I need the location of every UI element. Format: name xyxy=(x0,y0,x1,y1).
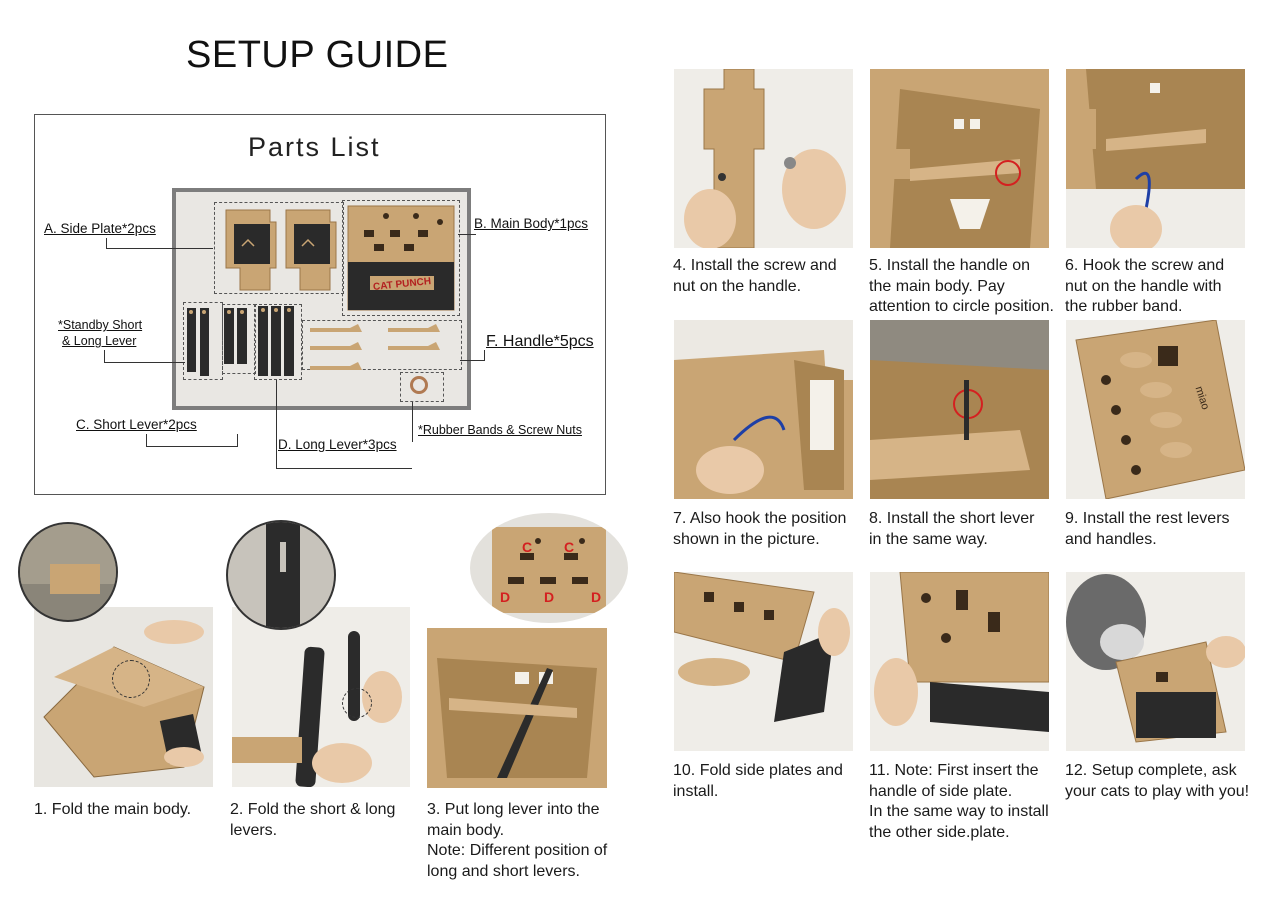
parts-list-title: Parts List xyxy=(248,132,381,162)
step-5-photo xyxy=(870,69,1049,248)
step-2-zoom xyxy=(226,520,336,630)
leader-standby xyxy=(104,350,185,363)
step-11-photo xyxy=(870,572,1049,751)
step-4-photo xyxy=(674,69,853,248)
step-9-photo xyxy=(1066,320,1245,499)
step-3-diagram xyxy=(470,513,628,623)
parts-photo xyxy=(172,188,471,410)
leader-side-plate xyxy=(106,238,213,249)
step-1-caption: 1. Fold the main body. xyxy=(34,801,192,818)
label-side-plate: A. Side Plate*2pcs xyxy=(44,221,156,236)
main-body-image xyxy=(346,204,456,314)
leader-short-lever xyxy=(146,434,238,447)
step-2-caption: 2. Fold the short & long levers. xyxy=(230,801,396,839)
diagram-d-2: D xyxy=(544,589,555,605)
diagram-d-1: D xyxy=(500,589,511,605)
diagram-c-2: C xyxy=(564,539,575,555)
label-standby-2: & Long Lever xyxy=(62,334,137,348)
step-1-zoom xyxy=(18,522,118,622)
label-short-lever: C. Short Lever*2pcs xyxy=(76,417,197,432)
label-main-body: B. Main Body*1pcs xyxy=(474,216,589,231)
leader-long-lever-base xyxy=(276,468,412,469)
step-7-caption: 7. Also hook the position shown in the picture. xyxy=(673,510,847,548)
brand-logo: miao xyxy=(1192,384,1212,412)
step-8-photo xyxy=(870,320,1049,499)
step-12-photo xyxy=(1066,572,1245,751)
step-3-photo xyxy=(427,628,607,788)
step-10-caption: 10. Fold side plates and install. xyxy=(673,762,843,800)
label-rubber-bands: *Rubber Bands & Screw Nuts xyxy=(418,423,582,437)
step-2-highlight xyxy=(342,688,372,718)
step-3-caption: 3. Put long lever into the main body. Note: Different position of long and short levers. xyxy=(427,801,608,880)
step-11-caption: 11. Note: First insert the handle of side plate. In the same way to install the other side.plate. xyxy=(869,762,1049,841)
step-5-caption: 5. Install the handle on the main body. Pay attention to circle position. xyxy=(869,257,1054,315)
step-6-photo xyxy=(1066,69,1245,248)
leader-long-lever xyxy=(276,380,277,468)
leader-handle xyxy=(460,350,485,361)
step-2-photo xyxy=(232,607,410,787)
step-1-highlight xyxy=(112,660,150,698)
step-1-photo xyxy=(34,607,213,787)
step-10-photo xyxy=(674,572,853,751)
step-12-caption: 12. Setup complete, ask your cats to play with you! xyxy=(1065,762,1250,800)
diagram-c-1: C xyxy=(522,539,533,555)
step-9-caption: 9. Install the rest levers and handles. xyxy=(1065,510,1230,548)
step-6-caption: 6. Hook the screw and nut on the handle with the rubber band. xyxy=(1065,257,1225,315)
side-plates-image xyxy=(220,206,340,294)
step-8-caption: 8. Install the short lever in the same way. xyxy=(869,510,1035,548)
diagram-d-3: D xyxy=(591,589,602,605)
step-4-caption: 4. Install the screw and nut on the handle. xyxy=(673,257,837,295)
label-standby-1: *Standby Short xyxy=(58,318,143,332)
leader-rubber xyxy=(412,402,413,442)
rubber-band-icon xyxy=(410,376,428,394)
cat-punch-logo: CAT PUNCH xyxy=(372,275,432,294)
label-handle: F. Handle*5pcs xyxy=(486,333,594,350)
levers-image xyxy=(184,304,304,380)
step-7-photo xyxy=(674,320,853,499)
leader-main-body xyxy=(458,234,476,235)
page-title: SETUP GUIDE xyxy=(186,34,449,76)
label-long-lever: D. Long Lever*3pcs xyxy=(278,437,397,452)
